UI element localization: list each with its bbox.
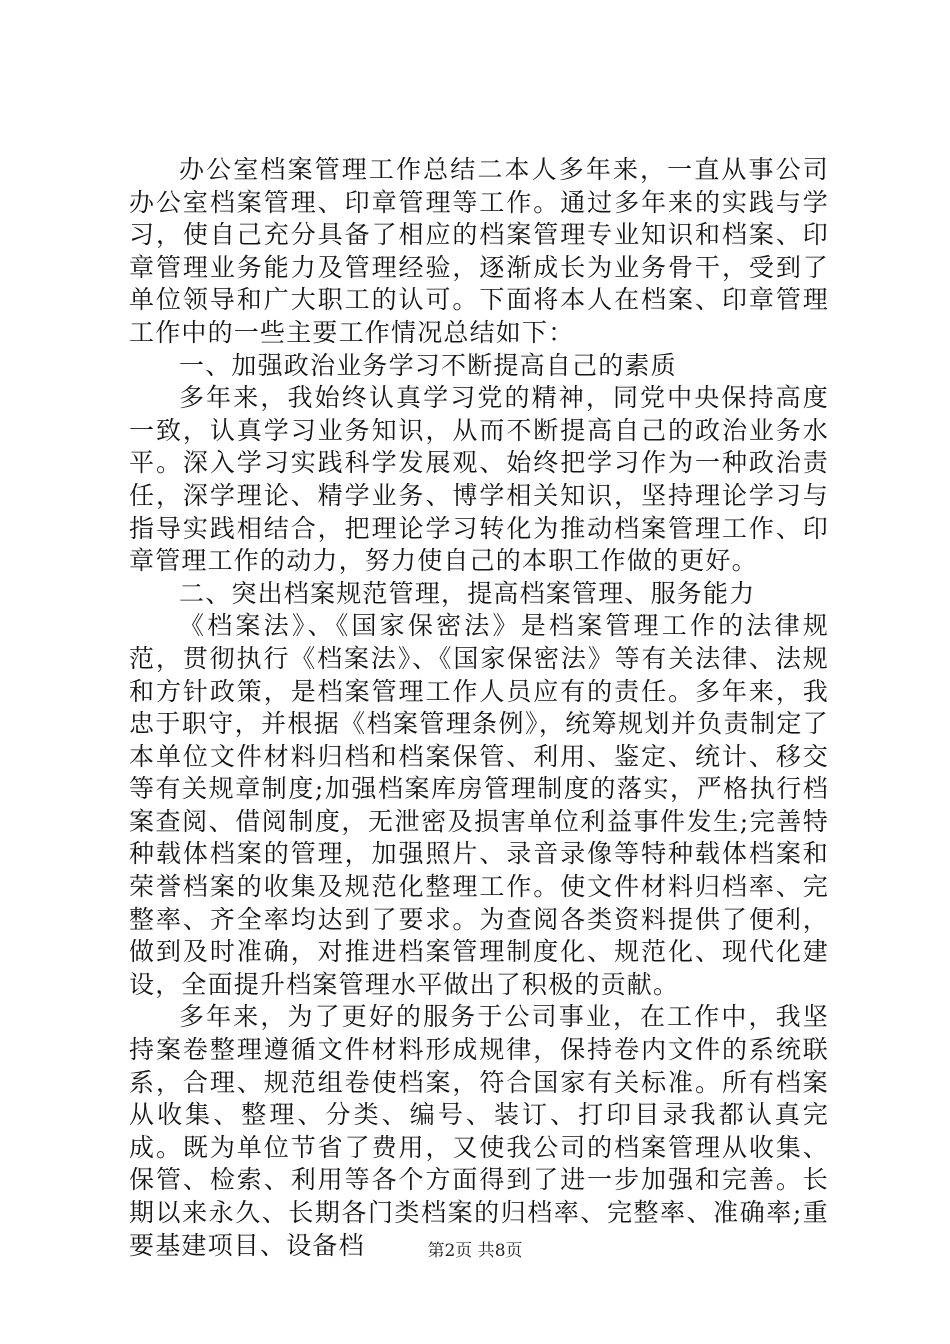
page-number-footer: 第2页 共8页 — [427, 1241, 523, 1261]
section-2-paragraph-2: 多年来，为了更好的服务于公司事业，在工作中，我坚持案卷整理遵循文件材料形成规律，保持卷内文件的系统联系，合理、规范组卷使档案，符合国家有关标准。所有档案从收集、整理、分类、编号、装订、打印目录我都认真完成。既为单位节省了费用，又使我公司的档案管理从收集、保管、检索、利用等各个方面得到了进一步加强和完善。长期以来永久、长期各门类档案的归档率、完整率、准确率;重要基建项目、设备档 — [129, 1002, 829, 1260]
section-heading-1: 一、加强政治业务学习不断提高自己的素质 — [179, 350, 677, 380]
section-heading-2: 二、突出档案规范管理，提高档案管理、服务能力 — [179, 578, 756, 608]
section-1-paragraph: 多年来，我始终认真学习党的精神，同党中央保持高度一致，认真学习业务知识，从而不断提高自己的政治业务水平。深入学习实践科学发展观、始终把学习作为一种政治责任，深学理论、精学业务、博学相关知识，坚持理论学习与指导实践相结合，把理论学习转化为推动档案管理工作、印章管理工作的动力，努力使自己的本职工作做的更好。 — [129, 383, 829, 576]
document-body — [129, 154, 829, 1262]
section-2-paragraph-1: 《档案法》、《国家保密法》是档案管理工作的法律规范，贯彻执行《档案法》、《国家保密法》等有关法律、法规和方针政策，是档案管理工作人员应有的责任。多年来，我忠于职守，并根据《档案管理条例》，统筹规划并负责制定了本单位文件材料归档和档案保管、利用、鉴定、统计、移交等有关规章制度;加强档案库房管理制度的落实，严格执行档案查阅、借阅制度，无泄密及损害单位利益事件发生;完善特种载体档案的管理，加强照片、录音录像等特种载体档案和荣誉档案的收集及规范化整理工作。使文件材料归档率、完整率、齐全率均达到了要求。为查阅各类资料提供了便利，做到及时准确，对推进档案管理制度化、规范化、现代化建设，全面提升档案管理水平做出了积极的贡献。 — [129, 611, 829, 999]
intro-paragraph: 办公室档案管理工作总结二本人多年来，一直从事公司办公室档案管理、印章管理等工作。通过多年来的实践与学习，使自己充分具备了相应的档案管理专业知识和档案、印章管理业务能力及管理经验，逐渐成长为业务骨干，受到了单位领导和广大职工的认可。下面将本人在档案、印章管理工作中的一些主要工作情况总结如下： — [129, 155, 829, 347]
